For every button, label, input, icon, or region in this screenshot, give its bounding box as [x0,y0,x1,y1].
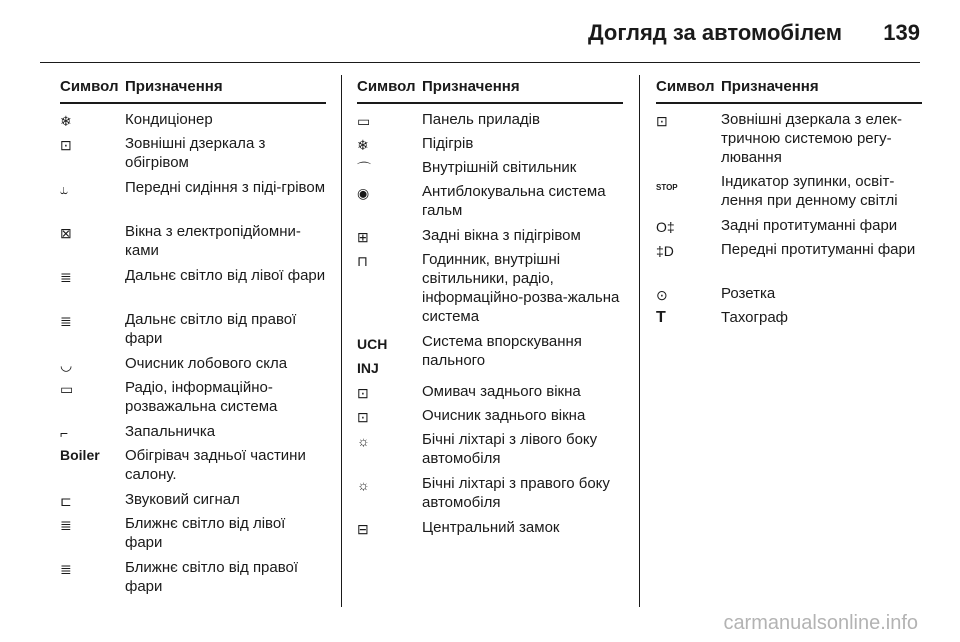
purpose-text: Передні сидіння з піді-грівом [125,179,326,196]
table-row [357,250,623,332]
uch-inj-label: UCH INJ [357,336,388,376]
table-row [357,158,623,182]
table-row [656,172,922,216]
purpose-text: Звуковий сигнал [125,491,240,508]
purpose-text: Бічні ліхтарі з лівого боку автомобіля [422,431,598,467]
table-row [60,110,326,134]
table-row [60,310,326,354]
table-row [357,474,623,518]
symbol-table-column-1 [60,78,326,602]
purpose-text: Вікна з електропідйомни-ками [125,223,301,259]
table-row [656,216,922,240]
purpose-header: Призначення [422,78,520,95]
cigarette-lighter-icon: ⌐ [60,425,69,441]
table-row [357,518,623,542]
purpose-text: Ближнє світло від лівої фари [125,515,286,551]
purpose-text: Передні протитуманні фари [721,241,916,258]
purpose-text: Задні вікна з підігрівом [422,227,581,244]
table-row [60,222,326,266]
table-row [357,226,623,250]
boiler-label: Boiler [60,447,100,463]
power-window-icon: ⊠ [60,225,72,241]
heated-mirror-icon: ⊡ [60,137,72,153]
purpose-text: Центральний замок [422,519,560,536]
snowflake-icon: ❄ [60,113,72,129]
table-row [656,240,922,284]
purpose-text: Обігрівач задньої частини салону. [125,447,306,483]
table-row [60,134,326,178]
purpose-text: Ближнє світло від правої фари [125,559,299,595]
table-row [60,266,326,310]
radio-icon: ▭ [60,381,74,397]
column-header [357,78,623,104]
high-beam-icon: ≣ [60,313,72,329]
symbol-header: Символ [60,78,119,95]
symbol-header: Символ [656,78,715,95]
table-row [60,422,326,446]
column-divider [639,75,640,607]
page-header [0,0,960,62]
table-row [357,110,623,134]
purpose-text: Тахограф [721,309,789,326]
table-row [60,514,326,558]
abs-icon: ◉ [357,185,370,201]
purpose-text: Зовнішні дзеркала з обігрівом [125,135,266,171]
windscreen-wiper-icon: ◡ [60,357,73,373]
rear-window-heating-icon: ⊞ [357,229,369,245]
stop-label: STOP [656,183,678,192]
purpose-text: Зовнішні дзеркала з елек-тричною системою регу-лювання [721,111,902,166]
high-beam-icon: ≣ [60,269,72,285]
socket-icon: ⊙ [656,287,668,303]
side-light-icon: ☼ [357,433,370,449]
watermark: carmanualsonline.info [723,612,918,634]
purpose-header: Призначення [125,78,223,95]
purpose-text: Запальничка [125,423,216,440]
table-row [357,182,623,226]
tachograph-icon: T [656,309,666,326]
purpose-text: Система впорскування пального [422,333,582,369]
clock-icon: ⊓ [357,253,368,269]
table-row [357,382,623,406]
low-beam-icon: ≣ [60,561,72,577]
purpose-text: Підігрів [422,135,474,152]
heater-icon: ❄ [357,137,369,153]
purpose-text: Кондиціонер [125,111,213,128]
table-row [60,178,326,222]
table-row [60,354,326,378]
purpose-text: Внутрішній світильник [422,159,577,176]
column-header [656,78,922,104]
purpose-text: Очисник лобового скла [125,355,288,372]
purpose-text: Індикатор зупинки, освіт-лення при денному світлі [721,173,898,209]
side-light-icon: ☼ [357,477,370,493]
column-divider [341,75,342,607]
electric-mirror-icon: ⊡ [656,113,668,129]
purpose-text: Омивач заднього вікна [422,383,581,400]
table-row [357,134,623,158]
purpose-text: Дальнє світло від правої фари [125,311,297,347]
table-row [357,430,623,474]
column-header [60,78,326,104]
table-row [656,110,922,172]
table-row [656,308,922,332]
symbol-header: Символ [357,78,416,95]
purpose-text: Розетка [721,285,776,302]
purpose-text: Антиблокувальна система гальм [422,183,606,219]
interior-light-icon: ⌒ [357,161,371,177]
purpose-text: Годинник, внутрішні світильники, радіо, інформаційно-розва-жальна система [422,251,620,325]
rear-wiper-icon: ⊡ [357,409,369,425]
horn-icon: ⊏ [60,493,72,509]
symbol-table-column-3 [656,78,922,332]
central-lock-icon: ⊟ [357,521,369,537]
front-fog-light-icon: ‡D [656,243,674,259]
header-divider [40,62,920,63]
instrument-panel-icon: ▭ [357,113,371,129]
purpose-header: Призначення [721,78,819,95]
low-beam-icon: ≣ [60,517,72,533]
table-row [60,446,326,490]
purpose-text: Задні протитуманні фари [721,217,898,234]
symbol-table-column-2 [357,78,623,542]
heated-seat-icon: ⥿ [60,181,68,197]
purpose-text: Радіо, інформаційно-розважальна система [125,379,278,415]
purpose-text: Очисник заднього вікна [422,407,586,424]
rear-fog-light-icon: O‡ [656,219,675,235]
table-row [60,378,326,422]
page-title: Догляд за автомобілем [587,20,842,45]
page-number: 139 [883,20,920,45]
table-row [357,406,623,430]
rear-washer-icon: ⊡ [357,385,369,401]
table-row [656,284,922,308]
table-row [60,490,326,514]
purpose-text: Панель приладів [422,111,540,128]
purpose-text: Бічні ліхтарі з правого боку автомобіля [422,475,610,511]
table-row [60,558,326,602]
table-row [357,332,623,382]
purpose-text: Дальнє світло від лівої фари [125,267,326,284]
